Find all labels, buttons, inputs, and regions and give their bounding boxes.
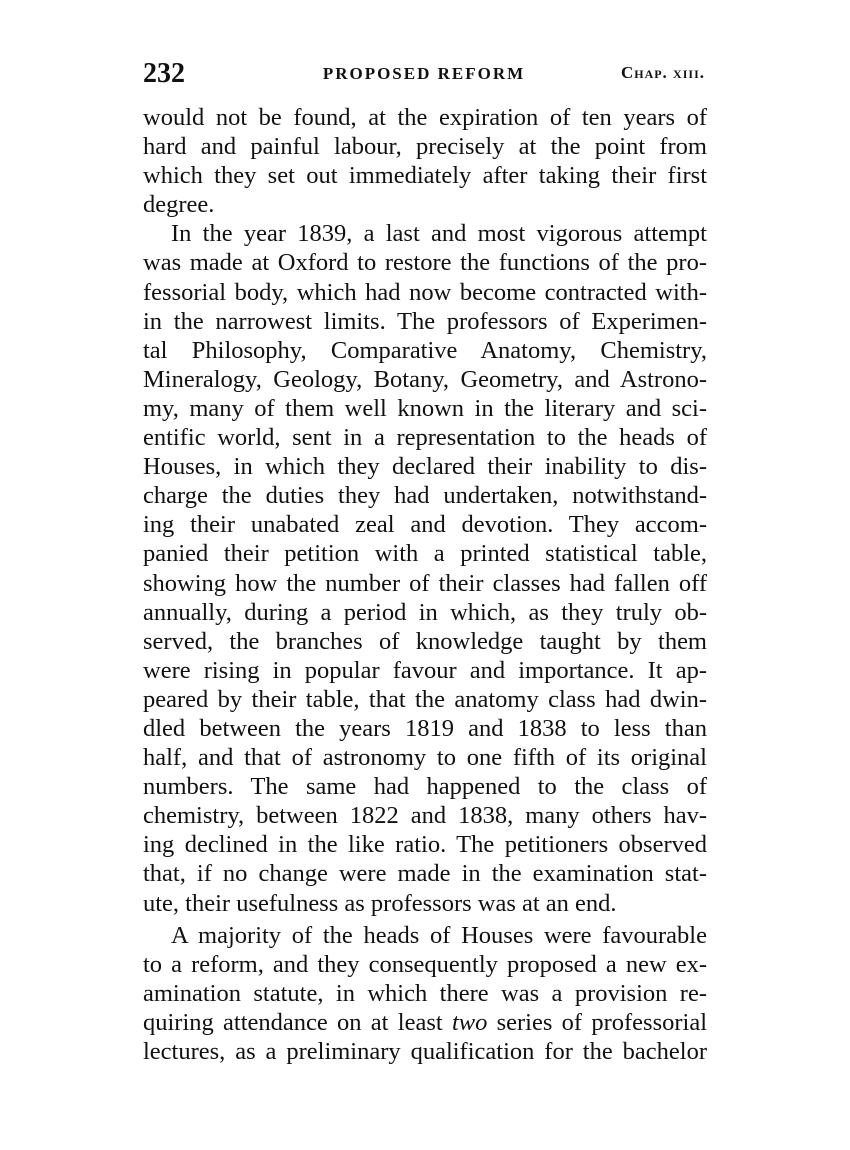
text-line: ute, their usefulness as professors was at an end. [143,889,617,917]
text-line: served, the branches of knowledge taught by them [143,627,707,655]
text-line: dled between the years 1819 and 1838 to less than [143,714,707,742]
text-line: showing how the number of their classes had fallen off [143,569,707,597]
emphasized-word: two [451,1008,488,1036]
chapter-reference: Chap. xiii. [620,63,705,82]
text-line: was made at Oxford to restore the functions of the pro- [143,249,707,277]
text-line: annually, during a period in which, as they truly ob- [143,598,707,626]
text-line: panied their petition with a printed statistical table, [143,540,707,568]
text-line: to a reform, and they consequently proposed a new ex- [143,950,707,978]
text-line: which they set out immediately after taking their first [143,162,707,190]
text-line: entific world, sent in a representation to the heads of [143,424,707,452]
text-line: would not be found, at the expiration of ten years of [143,104,707,131]
text-line: fessorial body, which had now become contracted with- [143,278,707,306]
text-line: ing declined in the like ratio. The petitioners observed [143,831,707,859]
text-line: tal Philosophy, Comparative Anatomy, Chemistry, [143,336,707,364]
text-line: lectures, as a preliminary qualification for the bachelor [143,1038,707,1065]
text-line: hard and painful labour, precisely at the point from [143,133,707,161]
text-line: degree. [143,191,215,219]
text-line: Houses, in which they declared their inability to dis- [143,453,707,481]
text-line: charge the duties they had undertaken, notwithstand- [143,482,707,510]
text-line: in the narrowest limits. The professors of Experimen- [143,307,707,335]
body-text [143,103,707,1066]
text-line: A majority of the heads of Houses were favourable [171,921,707,949]
paragraph-continuation [143,103,707,219]
text-line: quiring attendance on at least two series of professorial [143,1008,707,1036]
text-line: that, if no change were made in the examination stat- [143,860,707,888]
running-title: PROPOSED REFORM [322,64,526,83]
text-line: Mineralogy, Geology, Botany, Geometry, and Astrono- [143,365,707,393]
text-line: chemistry, between 1822 and 1838, many others hav- [143,802,707,830]
text-line: peared by their table, that the anatomy class had dwin- [143,685,707,713]
paragraph-professors-petition [143,219,707,917]
text-line: were rising in popular favour and importance. It ap- [143,656,707,684]
page-number: 232 [143,58,185,89]
text-line: ing their unabated zeal and devotion. They accom- [143,511,707,539]
paragraph-heads-of-houses [143,921,707,1066]
running-head [143,58,705,92]
text-line: amination statute, in which there was a provision re- [143,979,707,1007]
text-line: numbers. The same had happened to the class of [143,773,707,801]
text-line: In the year 1839, a last and most vigorous attempt [171,220,707,248]
text-line: half, and that of astronomy to one fifth of its original [143,744,707,772]
text-line: my, many of them well known in the literary and sci- [143,394,707,422]
